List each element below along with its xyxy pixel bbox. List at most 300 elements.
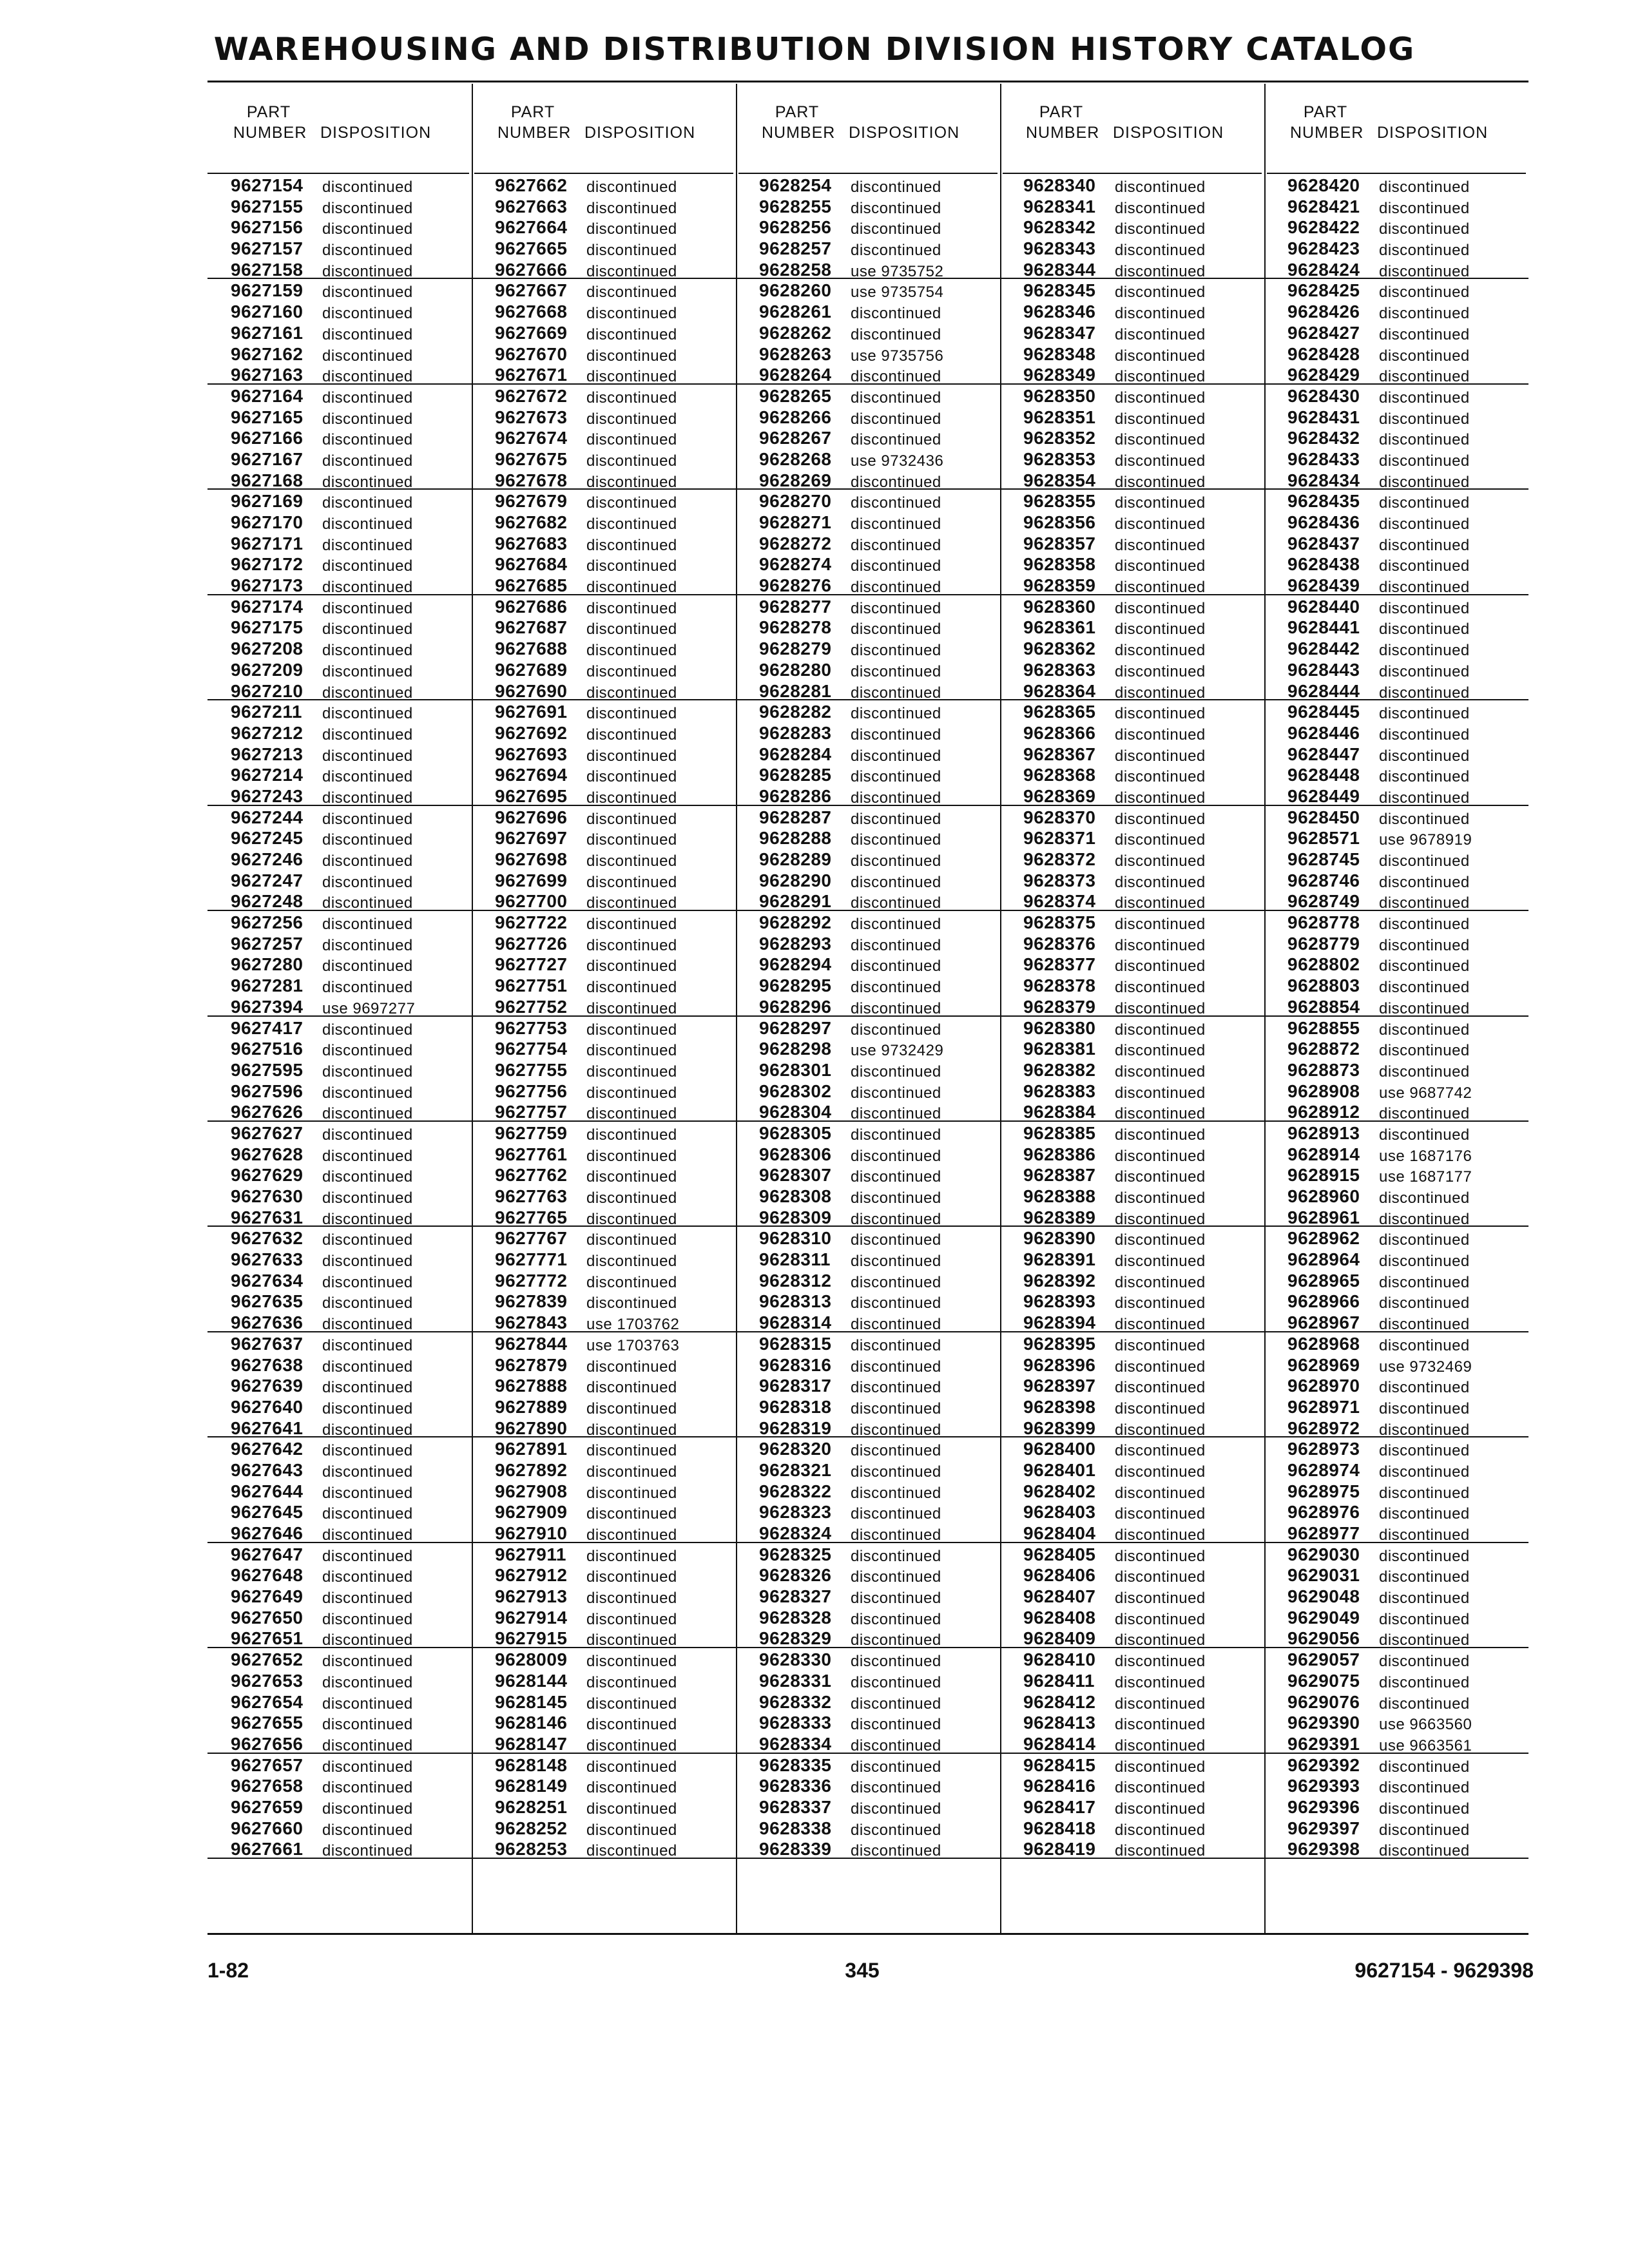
part-number: 9628915: [1287, 1165, 1360, 1186]
part-number: 9628302: [759, 1081, 832, 1101]
disposition: discontinued: [851, 410, 941, 428]
part-number: 9627636: [231, 1312, 304, 1333]
disposition: discontinued: [1379, 1231, 1470, 1249]
part-number: 9628392: [1023, 1270, 1096, 1291]
part-number: 9628314: [759, 1312, 832, 1333]
part-number: 9628437: [1287, 533, 1360, 553]
table-row: [472, 637, 736, 658]
table-row: [736, 490, 1000, 511]
disposition: discontinued: [1379, 452, 1470, 470]
table-row: [1000, 1354, 1264, 1375]
table-row: [736, 680, 1000, 701]
part-number: 9627765: [495, 1207, 568, 1227]
disposition: discontinued: [1379, 642, 1470, 660]
column-divider: [472, 84, 473, 1933]
table-row: [207, 932, 472, 954]
table-row: [1264, 1437, 1528, 1459]
part-number: 9627634: [231, 1270, 304, 1291]
table-row: [472, 1374, 736, 1396]
part-number: 9628278: [759, 617, 832, 638]
disposition: discontinued: [1115, 1695, 1206, 1713]
table-row: [1264, 1227, 1528, 1248]
table-row: [1264, 385, 1528, 406]
part-number: 9628146: [495, 1713, 568, 1733]
table-row: [1000, 511, 1264, 532]
disposition: discontinued: [851, 431, 941, 449]
table-row: [1264, 658, 1528, 680]
table-row: [736, 890, 1000, 911]
disposition: discontinued: [322, 199, 413, 217]
table-row: [207, 195, 472, 216]
disposition: discontinued: [1115, 1526, 1206, 1544]
part-number: 9627909: [495, 1502, 568, 1523]
disposition: discontinued: [1115, 1842, 1206, 1860]
disposition: discontinued: [1379, 1273, 1470, 1291]
disposition: discontinued: [586, 199, 677, 217]
part-number: 9627257: [231, 933, 304, 954]
part-number: 9627248: [231, 891, 304, 912]
disposition: discontinued: [1115, 1463, 1206, 1481]
part-number: 9627653: [231, 1670, 304, 1691]
table-row: [472, 1627, 736, 1648]
disposition: discontinued: [851, 789, 941, 807]
part-number: 9628422: [1287, 217, 1360, 238]
table-row: [1264, 1606, 1528, 1628]
part-number: 9627686: [495, 596, 568, 617]
table-row: [736, 532, 1000, 553]
part-number: 9628396: [1023, 1354, 1096, 1375]
table-row: [207, 1143, 472, 1164]
part-number: 9628341: [1023, 196, 1096, 216]
table-row: [207, 1627, 472, 1648]
table-row: [1000, 1396, 1264, 1417]
part-number: 9628976: [1287, 1502, 1360, 1523]
part-number: 9628420: [1287, 175, 1360, 195]
part-number: 9628428: [1287, 343, 1360, 364]
disposition: discontinued: [1379, 957, 1470, 975]
table-row: [207, 469, 472, 490]
catalog-column: [472, 84, 736, 1933]
disposition: discontinued: [322, 1210, 413, 1228]
disposition-header: DISPOSITION: [1377, 124, 1489, 142]
part-number: 9628389: [1023, 1207, 1096, 1227]
part-number: 9627679: [495, 491, 568, 512]
table-row: [207, 995, 472, 1017]
table-row: [207, 974, 472, 995]
disposition: discontinued: [851, 1736, 941, 1754]
table-row: [1264, 680, 1528, 701]
disposition: discontinued: [851, 1336, 941, 1354]
table-row: [1000, 279, 1264, 300]
disposition: discontinued: [586, 242, 677, 260]
disposition: discontinued: [1379, 1294, 1470, 1312]
disposition: discontinued: [1115, 347, 1206, 365]
part-number: 9628316: [759, 1354, 832, 1375]
disposition: discontinued: [1115, 1021, 1206, 1039]
column-rows: [472, 174, 736, 1859]
table-row: [1000, 216, 1264, 237]
table-row: [736, 1796, 1000, 1817]
part-number: 9628336: [759, 1776, 832, 1796]
table-row: [472, 511, 736, 532]
part-number: 9628378: [1023, 975, 1096, 996]
part-number: 9627170: [231, 512, 304, 532]
part-number: 9627692: [495, 722, 568, 743]
disposition: discontinued: [851, 1631, 941, 1649]
part-number: 9628417: [1023, 1796, 1096, 1817]
table-row: [1264, 1564, 1528, 1585]
disposition: discontinued: [322, 1168, 413, 1186]
part-number: 9627700: [495, 891, 568, 912]
part-number: 9627159: [231, 280, 304, 301]
table-row: [472, 448, 736, 469]
table-row: [736, 237, 1000, 258]
part-number: 9627632: [231, 1228, 304, 1249]
disposition: discontinued: [1379, 1590, 1470, 1608]
table-row: [1000, 490, 1264, 511]
disposition: use 9735752: [851, 262, 944, 280]
part-number: 9627911: [495, 1544, 566, 1564]
table-row: [472, 1711, 736, 1733]
table-row: [1000, 1733, 1264, 1754]
table-row: [1264, 1522, 1528, 1543]
table-row: [472, 932, 736, 954]
disposition: discontinued: [1379, 1484, 1470, 1502]
disposition: discontinued: [1115, 1168, 1206, 1186]
table-row: [1000, 1564, 1264, 1585]
disposition: discontinued: [322, 936, 413, 954]
disposition: discontinued: [586, 1168, 677, 1186]
table-row: [1000, 1606, 1264, 1628]
table-row: [1000, 1437, 1264, 1459]
part-number: 9628439: [1287, 575, 1360, 596]
catalog-column: [736, 84, 1000, 1933]
disposition: discontinued: [322, 452, 413, 470]
table-row: [1264, 1691, 1528, 1712]
part-header-line: PART: [1303, 103, 1348, 121]
table-row: [736, 995, 1000, 1017]
disposition: discontinued: [586, 979, 677, 997]
disposition: discontinued: [322, 662, 413, 680]
disposition: discontinued: [851, 536, 941, 554]
disposition: discontinued: [586, 1062, 677, 1081]
table-row: [1000, 1796, 1264, 1817]
table-row: [1264, 1774, 1528, 1796]
table-row: [1000, 363, 1264, 385]
part-number: 9627595: [231, 1059, 304, 1080]
table-row: [207, 1332, 472, 1354]
table-row: [736, 511, 1000, 532]
disposition: use 9687742: [1379, 1084, 1472, 1102]
part-number: 9627247: [231, 870, 304, 890]
part-number: 9627659: [231, 1796, 304, 1817]
part-number: 9627243: [231, 785, 304, 806]
disposition: use 9735756: [851, 347, 944, 365]
disposition: discontinued: [322, 1062, 413, 1081]
part-number: 9627908: [495, 1481, 568, 1501]
part-number-header: [1290, 102, 1364, 143]
part-number: 9628324: [759, 1523, 832, 1543]
part-number: 9627394: [231, 996, 304, 1017]
disposition: discontinued: [1379, 284, 1470, 302]
part-number: 9629031: [1287, 1565, 1360, 1586]
disposition: discontinued: [851, 579, 941, 597]
table-row: [472, 1459, 736, 1480]
part-number: 9628412: [1023, 1691, 1096, 1712]
table-row: [1000, 1227, 1264, 1248]
part-number: 9628975: [1287, 1481, 1360, 1501]
disposition: use 9732436: [851, 452, 944, 470]
table-row: [1264, 700, 1528, 722]
part-number: 9627660: [231, 1818, 304, 1838]
part-number: 9628280: [759, 659, 832, 680]
part-number: 9627175: [231, 617, 304, 638]
table-row: [472, 1838, 736, 1859]
table-row: [1264, 237, 1528, 258]
disposition: discontinued: [586, 1842, 677, 1860]
part-number: 9628435: [1287, 491, 1360, 512]
part-number: 9628380: [1023, 1017, 1096, 1038]
disposition: discontinued: [1115, 1610, 1206, 1628]
disposition: discontinued: [586, 957, 677, 975]
part-number: 9627687: [495, 617, 568, 638]
disposition: discontinued: [851, 1168, 941, 1186]
disposition: discontinued: [322, 220, 413, 238]
table-row: [1000, 1100, 1264, 1122]
disposition: discontinued: [1379, 1526, 1470, 1544]
part-number: 9628970: [1287, 1376, 1360, 1396]
part-number: 9628404: [1023, 1523, 1096, 1543]
disposition: discontinued: [1379, 1042, 1470, 1060]
disposition-header: DISPOSITION: [1113, 124, 1224, 142]
disposition: discontinued: [586, 768, 677, 786]
part-number: 9627662: [495, 175, 568, 195]
part-number: 9628144: [495, 1670, 568, 1691]
table-row: [1000, 1543, 1264, 1564]
disposition: discontinued: [322, 1105, 413, 1123]
catalog-column: [1264, 84, 1528, 1933]
disposition: discontinued: [851, 1399, 941, 1418]
disposition: discontinued: [1115, 1590, 1206, 1608]
table-row: [207, 1585, 472, 1606]
disposition: discontinued: [586, 1547, 677, 1565]
part-number: 9627910: [495, 1523, 568, 1543]
disposition: discontinued: [851, 1800, 941, 1818]
table-row: [1264, 806, 1528, 827]
table-row: [1000, 806, 1264, 827]
part-number: 9628409: [1023, 1628, 1096, 1649]
disposition: discontinued: [586, 1379, 677, 1397]
disposition: discontinued: [322, 957, 413, 975]
disposition: discontinued: [322, 620, 413, 639]
table-row: [207, 827, 472, 848]
table-row: [207, 1711, 472, 1733]
column-header: [472, 102, 736, 173]
disposition: discontinued: [851, 1253, 941, 1271]
part-number: 9628873: [1287, 1059, 1360, 1080]
disposition: discontinued: [586, 452, 677, 470]
part-number: 9628968: [1287, 1333, 1360, 1354]
table-row: [207, 1774, 472, 1796]
disposition: discontinued: [1379, 579, 1470, 597]
part-number: 9627663: [495, 196, 568, 216]
table-row: [207, 1754, 472, 1775]
disposition: discontinued: [851, 1673, 941, 1691]
disposition: discontinued: [586, 1021, 677, 1039]
part-number: 9628376: [1023, 933, 1096, 954]
part-number: 9628267: [759, 428, 832, 448]
disposition: discontinued: [586, 1126, 677, 1144]
table-row: [736, 1248, 1000, 1269]
part-number: 9628326: [759, 1565, 832, 1586]
disposition: discontinued: [1379, 999, 1470, 1017]
part-number: 9628346: [1023, 302, 1096, 322]
disposition: discontinued: [322, 325, 413, 343]
table-row: [1264, 1059, 1528, 1080]
part-number: 9627244: [231, 807, 304, 827]
part-number: 9628803: [1287, 975, 1360, 996]
disposition: discontinued: [586, 305, 677, 323]
disposition: discontinued: [586, 1653, 677, 1671]
table-row: [472, 406, 736, 427]
disposition: discontinued: [1115, 705, 1206, 723]
table-row: [472, 1059, 736, 1080]
table-row: [736, 953, 1000, 974]
table-row: [736, 363, 1000, 385]
table-row: [472, 1311, 736, 1332]
table-row: [207, 174, 472, 195]
table-row: [736, 448, 1000, 469]
table-row: [472, 343, 736, 364]
part-number: 9627753: [495, 1017, 568, 1038]
disposition: discontinued: [322, 1800, 413, 1818]
part-number: 9628448: [1287, 765, 1360, 785]
table-row: [1264, 1648, 1528, 1669]
disposition: discontinued: [1115, 1336, 1206, 1354]
disposition: discontinued: [322, 1716, 413, 1734]
part-number: 9628908: [1287, 1081, 1360, 1101]
disposition: discontinued: [586, 789, 677, 807]
table-row: [736, 406, 1000, 427]
table-row: [1264, 911, 1528, 932]
disposition: discontinued: [1115, 1273, 1206, 1291]
disposition: discontinued: [1379, 599, 1470, 617]
disposition: discontinued: [851, 936, 941, 954]
disposition: discontinued: [322, 1336, 413, 1354]
table-row: [736, 1396, 1000, 1417]
part-number: 9627689: [495, 659, 568, 680]
part-number: 9627213: [231, 744, 304, 764]
disposition: discontinued: [1115, 242, 1206, 260]
disposition: discontinued: [586, 999, 677, 1017]
disposition: discontinued: [322, 894, 413, 912]
disposition: discontinued: [1115, 1821, 1206, 1839]
part-number: 9627168: [231, 470, 304, 490]
part-number: 9628424: [1287, 259, 1360, 280]
table-row: [736, 1691, 1000, 1712]
part-number: 9627214: [231, 765, 304, 785]
table-row: [1000, 1585, 1264, 1606]
disposition: discontinued: [322, 1126, 413, 1144]
table-row: [1000, 1501, 1264, 1522]
table-row: [736, 1459, 1000, 1480]
disposition: discontinued: [851, 1568, 941, 1586]
part-number: 9629075: [1287, 1670, 1360, 1691]
table-row: [207, 848, 472, 869]
part-number: 9628279: [759, 639, 832, 659]
disposition: discontinued: [1115, 1126, 1206, 1144]
table-row: [736, 1017, 1000, 1038]
disposition: use 1703763: [586, 1336, 680, 1354]
part-number: 9627682: [495, 512, 568, 532]
disposition: discontinued: [1115, 494, 1206, 512]
disposition: discontinued: [851, 557, 941, 575]
part-number: 9629391: [1287, 1733, 1360, 1754]
disposition: discontinued: [1379, 220, 1470, 238]
disposition: discontinued: [322, 1631, 413, 1649]
table-row: [736, 1374, 1000, 1396]
part-number: 9627664: [495, 217, 568, 238]
disposition: discontinued: [322, 789, 413, 807]
part-number: 9627635: [231, 1291, 304, 1312]
disposition: discontinued: [586, 1695, 677, 1713]
part-number: 9627162: [231, 343, 304, 364]
disposition: discontinued: [322, 1084, 413, 1102]
table-row: [1000, 469, 1264, 490]
part-number: 9627155: [231, 196, 304, 216]
table-row: [1000, 448, 1264, 469]
table-row: [1000, 1290, 1264, 1311]
part-number: 9627209: [231, 659, 304, 680]
disposition: discontinued: [586, 1526, 677, 1544]
disposition: discontinued: [1379, 684, 1470, 702]
disposition: discontinued: [586, 1399, 677, 1418]
table-row: [1000, 258, 1264, 280]
part-number: 9628375: [1023, 912, 1096, 933]
part-number: 9627767: [495, 1228, 568, 1249]
table-row: [1264, 743, 1528, 764]
table-row: [1264, 532, 1528, 553]
table-row: [736, 869, 1000, 890]
disposition: discontinued: [586, 1421, 677, 1439]
table-row: [1264, 869, 1528, 890]
disposition: discontinued: [322, 242, 413, 260]
disposition-header: DISPOSITION: [320, 124, 432, 142]
table-row: [1000, 1059, 1264, 1080]
page-title: WAREHOUSING AND DISTRIBUTION DIVISION HISTORY CATALOG: [213, 31, 1416, 68]
disposition: discontinued: [1379, 894, 1470, 912]
table-row: [1264, 195, 1528, 216]
part-number: 9627631: [231, 1207, 304, 1227]
table-row: [1000, 553, 1264, 574]
part-number: 9628432: [1287, 428, 1360, 448]
part-number: 9627890: [495, 1418, 568, 1438]
part-number: 9628359: [1023, 575, 1096, 596]
disposition: discontinued: [851, 1021, 941, 1039]
table-row: [736, 1080, 1000, 1101]
table-row: [1264, 343, 1528, 364]
part-number: 9628294: [759, 954, 832, 975]
part-number: 9628262: [759, 322, 832, 343]
part-number: 9628321: [759, 1459, 832, 1480]
disposition: discontinued: [851, 957, 941, 975]
part-number: 9629056: [1287, 1628, 1360, 1649]
table-row: [736, 848, 1000, 869]
part-number: 9627657: [231, 1754, 304, 1775]
table-row: [472, 385, 736, 406]
part-number: 9627671: [495, 365, 568, 385]
disposition: discontinued: [322, 536, 413, 554]
